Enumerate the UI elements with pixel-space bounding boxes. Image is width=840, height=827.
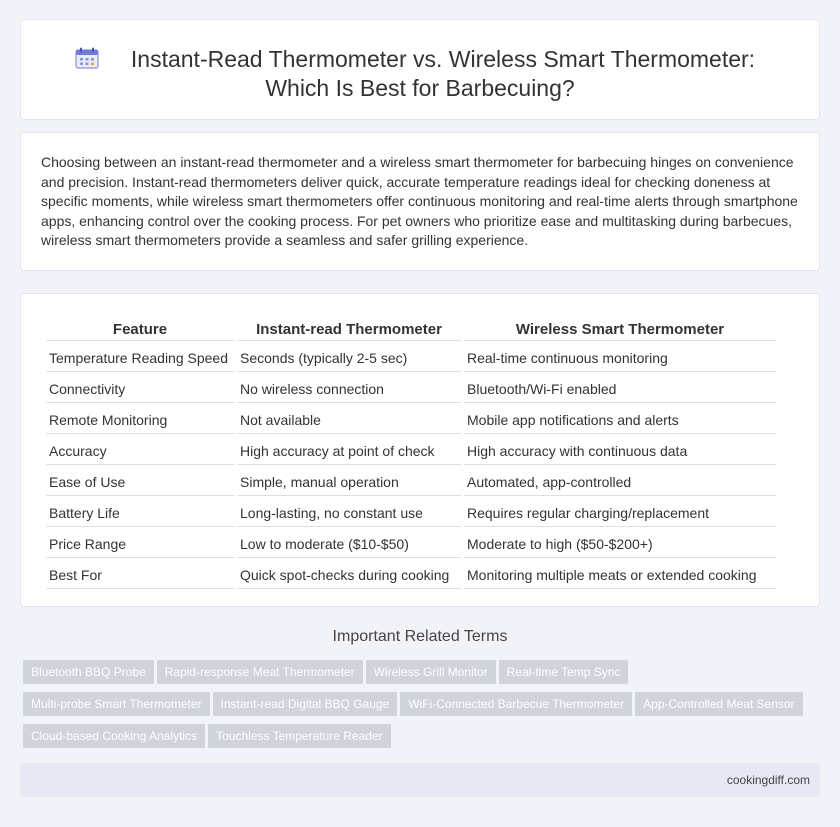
table-cell: Real-time continuous monitoring — [464, 343, 776, 372]
related-terms-title: Important Related Terms — [332, 628, 508, 645]
related-tag[interactable]: Cloud-based Cooking Analytics — [23, 724, 205, 748]
table-cell: Battery Life — [46, 498, 234, 527]
table-cell: Bluetooth/Wi-Fi enabled — [464, 374, 776, 403]
related-tag[interactable]: App-Controlled Meat Sensor — [635, 692, 802, 716]
table-row — [46, 436, 776, 465]
table-cell: Requires regular charging/replacement — [464, 498, 776, 527]
table-cell: Long-lasting, no constant use — [237, 498, 461, 527]
table-cell: Best For — [46, 560, 234, 589]
table-header-row — [46, 318, 776, 341]
table-cell: Moderate to high ($50-$200+) — [464, 529, 776, 558]
table-cell: Mobile app notifications and alerts — [464, 405, 776, 434]
comparison-card — [20, 293, 820, 607]
table-cell: High accuracy at point of check — [237, 436, 461, 465]
related-tag[interactable]: WiFi-Connected Barbecue Thermometer — [400, 692, 632, 716]
table-row — [46, 560, 776, 589]
table-cell: Monitoring multiple meats or extended cooking — [464, 560, 776, 589]
header-wireless-smart: Wireless Smart Thermometer — [464, 318, 776, 341]
table-row — [46, 405, 776, 434]
table-cell: Seconds (typically 2-5 sec) — [237, 343, 461, 372]
table-cell: Ease of Use — [46, 467, 234, 496]
related-tag[interactable]: Multi-probe Smart Thermometer — [23, 692, 210, 716]
comparison-table — [43, 316, 779, 591]
table-cell: High accuracy with continuous data — [464, 436, 776, 465]
footer-site-link[interactable]: cookingdiff.com — [726, 773, 810, 787]
table-cell: Temperature Reading Speed — [46, 343, 234, 372]
header-instant-read: Instant-read Thermometer — [237, 318, 461, 341]
table-row — [46, 498, 776, 527]
related-tag[interactable]: Real-time Temp Sync — [499, 660, 629, 684]
related-terms-list — [23, 660, 823, 756]
related-tag[interactable]: Bluetooth BBQ Probe — [23, 660, 154, 684]
table-cell: Not available — [237, 405, 461, 434]
related-tag[interactable]: Touchless Temperature Reader — [208, 724, 391, 748]
related-tag[interactable]: Rapid-response Meat Thermometer — [157, 660, 363, 684]
table-cell: Accuracy — [46, 436, 234, 465]
table-cell: Low to moderate ($10-$50) — [237, 529, 461, 558]
related-tag[interactable]: Instant-read Digital BBQ Gauge — [213, 692, 398, 716]
table-cell: Connectivity — [46, 374, 234, 403]
table-row — [46, 343, 776, 372]
table-cell: Remote Monitoring — [46, 405, 234, 434]
table-row — [46, 467, 776, 496]
table-row — [46, 374, 776, 403]
table-cell: Quick spot-checks during cooking — [237, 560, 461, 589]
related-tag[interactable]: Wireless Grill Monitor — [366, 660, 496, 684]
table-cell: No wireless connection — [237, 374, 461, 403]
header-feature: Feature — [46, 318, 234, 341]
table-cell: Price Range — [46, 529, 234, 558]
title-card — [20, 19, 820, 120]
intro-card — [20, 132, 820, 271]
table-row — [46, 529, 776, 558]
table-cell: Simple, manual operation — [237, 467, 461, 496]
page-title-line1: Instant-Read Thermometer vs. Wireless Smart Thermometer: — [130, 46, 756, 72]
page-title-line2: Which Is Best for Barbecuing? — [265, 75, 575, 101]
table-cell: Automated, app-controlled — [464, 467, 776, 496]
footer — [20, 763, 820, 797]
intro-paragraph: Choosing between an instant-read thermometer and a wireless smart thermometer for barbecuing hinges on convenience and precision. Instant-read thermometers deliver quick, accurate temperature readings ideal for checking doneness at specific moments, while wireless smart thermometers offer continuous monitoring and real-time alerts through smartphone apps, enhancing control over the cooking process. For pet owners who prioritize ease and multitasking during barbecues, wireless smart thermometers provide a seamless and safer grilling experience. — [41, 154, 798, 249]
page-title — [21, 45, 819, 103]
